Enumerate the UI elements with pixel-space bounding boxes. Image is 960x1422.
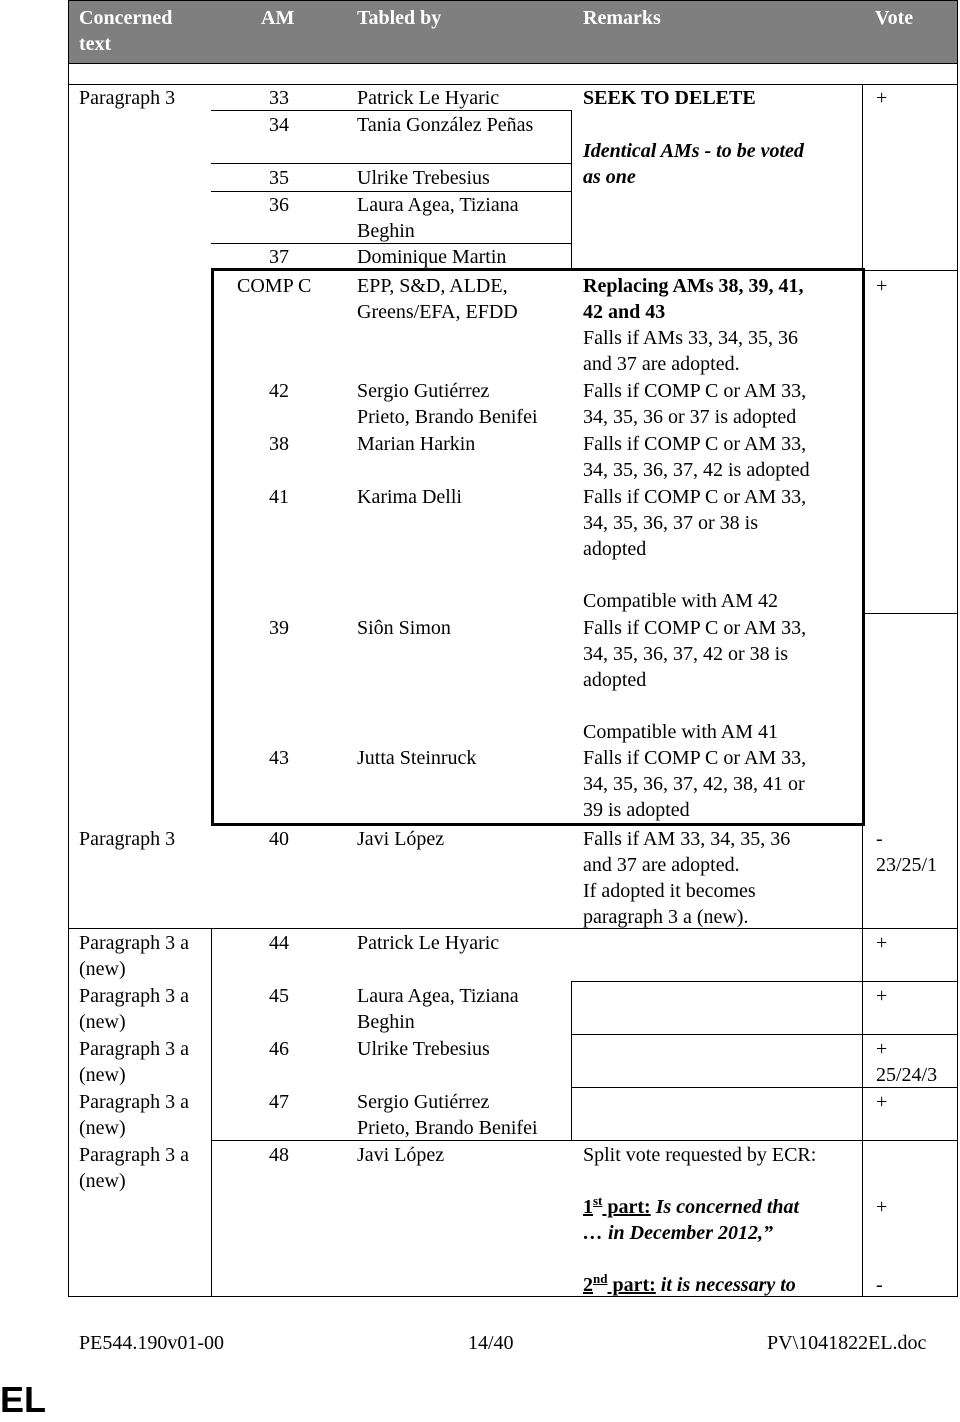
header-am: AM: [261, 7, 295, 29]
tabled-by: Ulrike Trebesius: [357, 167, 490, 189]
am-number: 41: [269, 486, 289, 508]
concerned-text-paragraph-3: Paragraph 3: [79, 87, 176, 109]
vote-value: +: [876, 87, 888, 109]
vote-column-rule-lower: [862, 928, 863, 1296]
concerned-text: Paragraph 3 a (new): [79, 1144, 189, 1192]
tabled-by: Javi López: [357, 828, 445, 850]
row-rule: [571, 1034, 957, 1035]
tabled-by: Tania González Peñas: [357, 114, 534, 136]
vote-value: +: [876, 932, 888, 954]
tabled-by: EPP, S&D, ALDE, Greens/EFA, EFDD: [357, 275, 518, 323]
tabled-by: Sergio Gutiérrez Prieto, Brando Benifei: [357, 380, 538, 428]
am-number: 48: [269, 1144, 289, 1166]
am-number: 39: [269, 617, 289, 639]
part-2-text: it is necessary to: [655, 1274, 796, 1296]
table-border-right: [957, 0, 958, 1297]
row-rule: [862, 270, 957, 271]
tabled-by: Laura Agea, Tiziana Beghin: [357, 194, 519, 242]
comp-block-left: [211, 268, 214, 826]
table-border-bottom: [68, 1296, 958, 1297]
footer-document-ref: PE544.190v01-00: [79, 1332, 224, 1354]
row-rule: [571, 1034, 572, 1087]
remarks-column-rule-upper: [571, 110, 572, 270]
row-rule: [571, 981, 572, 1034]
vote-value: +: [876, 1091, 888, 1113]
row-rule: [211, 163, 571, 164]
part-1-number: 1: [583, 1196, 593, 1218]
tabled-by: Laura Agea, Tiziana Beghin: [357, 985, 519, 1033]
concerned-text: Paragraph 3 a (new): [79, 985, 189, 1033]
row-rule: [571, 981, 957, 982]
header-remarks: Remarks: [583, 7, 661, 29]
table-header: [69, 0, 957, 63]
tabled-by: Dominique Martin: [357, 246, 507, 268]
remark: Falls if AM 33, 34, 35, 36 and 37 are adopted. If adopted it becomes paragraph 3 a (new).: [583, 828, 791, 928]
am-number: 44: [269, 932, 289, 954]
remark-seek-to-delete: SEEK TO DELETE: [583, 87, 756, 109]
tabled-by: Patrick Le Hyaric: [357, 932, 500, 954]
comp-block-top: [211, 268, 865, 271]
split-vote-part-1: [583, 1194, 799, 1246]
row-rule: [211, 1140, 957, 1141]
vote-value: +: [876, 1196, 888, 1218]
am-number: 45: [269, 985, 289, 1007]
text-column-rule-lower: [211, 928, 212, 1296]
remark: Falls if COMP C or AM 33, 34, 35, 36, 37, 42 or 38 is adopted: [583, 617, 807, 691]
remark: Falls if COMP C or AM 33, 34, 35, 36, 37, 42, 38, 41 or 39 is adopted: [583, 747, 807, 821]
am-number: 37: [269, 246, 289, 268]
vote-value: +: [876, 275, 888, 297]
concerned-text: Paragraph 3 a (new): [79, 932, 189, 980]
row-rule: [68, 928, 958, 929]
am-number: COMP C: [237, 275, 312, 297]
footer-page-number: 14/40: [468, 1332, 514, 1354]
part-2-number: 2: [583, 1274, 593, 1296]
concerned-text: Paragraph 3 a (new): [79, 1038, 189, 1086]
tabled-by: Patrick Le Hyaric: [357, 87, 500, 109]
vote-value: + 25/24/3: [876, 1038, 938, 1086]
am-number: 43: [269, 747, 289, 769]
remark-replacing: Replacing AMs 38, 39, 41, 42 and 43: [583, 275, 804, 323]
header-concerned-text: Concerned text: [79, 7, 173, 55]
part-1-superscript: st: [593, 1193, 603, 1208]
remark-compatible: Compatible with AM 42: [583, 590, 778, 612]
split-vote-part-2: [583, 1272, 796, 1298]
part-1-label: part:: [602, 1196, 651, 1218]
remark: Falls if COMP C or AM 33, 34, 35, 36, 37 or 38 is adopted: [583, 486, 807, 560]
am-number: 42: [269, 380, 289, 402]
remark-falls-if: Falls if AMs 33, 34, 35, 36 and 37 are adopted.: [583, 327, 799, 375]
spacer-row-rule: [68, 84, 958, 85]
vote-value: +: [876, 985, 888, 1007]
vote-value: - 23/25/1: [876, 828, 938, 876]
header-vote: Vote: [875, 7, 914, 29]
tabled-by: Javi López: [357, 1144, 445, 1166]
tabled-by: Sergio Gutiérrez Prieto, Brando Benifei: [357, 1091, 538, 1139]
table-border-left: [68, 0, 69, 1297]
tabled-by: Karima Delli: [357, 486, 462, 508]
header-tabled-by: Tabled by: [357, 7, 442, 29]
am-number: 38: [269, 433, 289, 455]
remark-compatible: Compatible with AM 41: [583, 721, 778, 743]
am-number: 34: [269, 114, 289, 136]
tabled-by: Jutta Steinruck: [357, 747, 477, 769]
table-border-top: [68, 0, 958, 1]
row-rule: [862, 613, 957, 614]
concerned-text: Paragraph 3 a (new): [79, 1091, 189, 1139]
part-2-label: part:: [607, 1274, 656, 1296]
vote-value: -: [876, 1274, 883, 1296]
am-number: 35: [269, 167, 289, 189]
tabled-by: Ulrike Trebesius: [357, 1038, 490, 1060]
am-number: 47: [269, 1091, 289, 1113]
language-code: EL: [0, 1379, 47, 1420]
remark-split-vote: Split vote requested by ECR:: [583, 1144, 817, 1166]
remark: Falls if COMP C or AM 33, 34, 35, 36, 37, 42 is adopted: [583, 433, 810, 481]
am-number: 40: [269, 828, 289, 850]
remark-identical-ams: Identical AMs - to be voted as one: [583, 140, 804, 188]
footer-file-name: PV\1041822EL.doc: [767, 1332, 927, 1354]
am-number: 36: [269, 194, 289, 216]
row-rule: [571, 1087, 572, 1140]
am-number: 33: [269, 87, 289, 109]
am-number: 46: [269, 1038, 289, 1060]
concerned-text: Paragraph 3: [79, 828, 176, 850]
part-1-text: Is concerned that … in December 2012,”: [583, 1196, 800, 1244]
header-bottom-rule: [68, 63, 958, 64]
part-2-superscript: nd: [593, 1271, 608, 1286]
remark: Falls if COMP C or AM 33, 34, 35, 36 or 37 is adopted: [583, 380, 807, 428]
tabled-by: Marian Harkin: [357, 433, 476, 455]
tabled-by: Siôn Simon: [357, 617, 451, 639]
comp-block-right: [862, 268, 865, 826]
